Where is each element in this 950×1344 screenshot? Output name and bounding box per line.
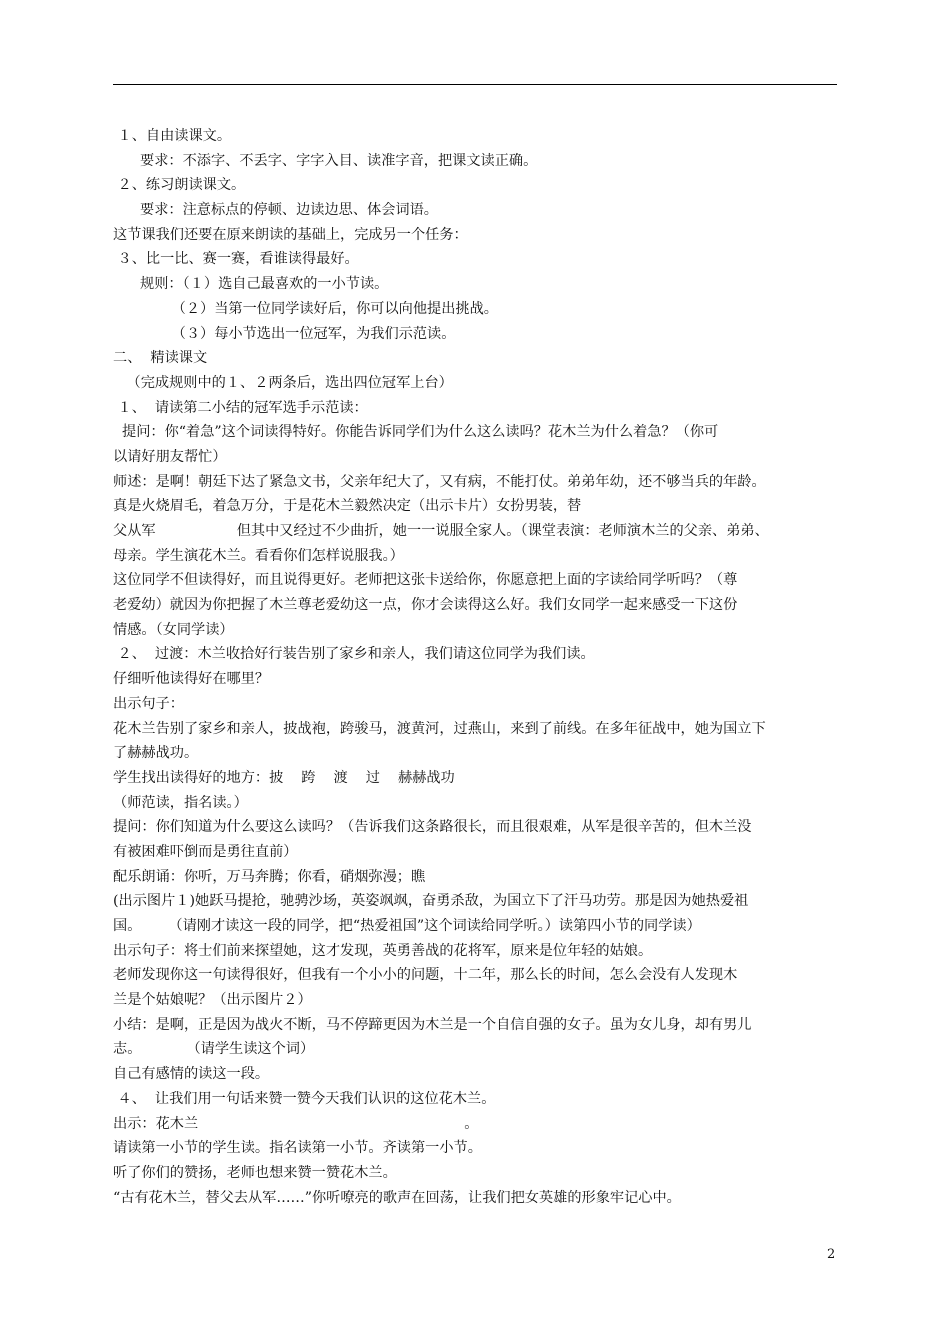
text-line: 出示句子：将士们前来探望她，这才发现，英勇善战的花将军，原来是位年轻的姑娘。 [113, 942, 653, 959]
text-line: ２、 过渡：木兰收拾好行装告别了家乡和亲人，我们请这位同学为我们读。 [113, 646, 595, 663]
text-line: 父从军 但其中又经过不少曲折，她一一说服全家人。（课堂表演：老师演木兰的父亲、弟弟、 [113, 523, 769, 539]
text-line: 出示：花木兰 。 [113, 1115, 479, 1132]
text-line: 花木兰告别了家乡和亲人，披战袍，跨骏马，渡黄河，过燕山，来到了前线。在多年征战中，她为国立下 [113, 720, 766, 737]
text-line: 出示句子： [113, 695, 184, 712]
text-line: ４、 让我们用一句话来赞一赞今天我们认识的这位花木兰。 [113, 1090, 496, 1107]
text-line: (出示图片１)她跃马提抢，驰骋沙场，英姿飒飒，奋勇杀敌，为国立下了汗马功劳。那是因为她热爱祖 [113, 893, 749, 910]
text-line: 志。 （请学生读这个词） [113, 1041, 315, 1058]
header-rule [113, 84, 837, 85]
text-line: 这位同学不但读得好，而且说得更好。老师把这张卡送给你，你愿意把上面的字读给同学听吗？（尊 [113, 572, 738, 589]
section-heading: 二、 精读课文 [113, 350, 208, 367]
text-line: （完成规则中的１、２两条后，选出四位冠军上台） [113, 374, 453, 391]
text-line: １、 请读第二小结的冠军选手示范读： [113, 399, 368, 416]
text-line: 配乐朗诵：你听，万马奔腾；你看，硝烟弥漫；瞧 [113, 868, 426, 885]
text-line: （２）当第一位同学读好后，你可以向他提出挑战。 [113, 300, 498, 317]
text-line: 老师发现你这一句读得很好，但我有一个小小的问题，十二年，那么长的时间，怎么会没有人发现木 [113, 967, 738, 984]
text-line: 老爱幼）就因为你把握了木兰尊老爱幼这一点，你才会读得这么好。我们女同学一起来感受一下这份 [113, 597, 738, 614]
text-line: ３、比一比、赛一赛，看谁读得最好。 [113, 251, 359, 268]
text-line: 要求：注意标点的停顿、边读边思、体会词语。 [113, 202, 438, 219]
text-line: （师范读，指名读。） [113, 794, 248, 811]
text-line: 自己有感情的读这一段。 [113, 1066, 270, 1083]
text-line: 提问：你“着急”这个词读得特好。你能告诉同学们为什么这么读吗？花木兰为什么着急？（你可 [113, 424, 719, 441]
text-line: 要求：不添字、不丢字、字字入目、读准字音，把课文读正确。 [113, 152, 538, 169]
text-line: 了赫赫战功。 [113, 745, 199, 762]
text-line: １、自由读课文。 [113, 128, 232, 144]
text-line: 学生找出读得好的地方：披 跨 渡 过 赫赫战功 [113, 769, 455, 786]
text-line: 师述：是啊！朝廷下达了紧急文书，父亲年纪大了，又有病，不能打仗。弟弟年幼，还不够当兵的年龄。 [113, 473, 766, 490]
text-line: 国。 （请刚才读这一段的同学，把“热爱祖国”这个词读给同学听。）读第四小节的同学读） [113, 918, 701, 934]
page-number: 2 [827, 1247, 836, 1262]
text-line: 以请好朋友帮忙） [113, 448, 227, 465]
text-line: 有被困难吓倒而是勇往直前） [113, 843, 298, 860]
text-line: 母亲。学生演花木兰。看看你们怎样说服我。） [113, 547, 404, 564]
text-line: ２、练习朗读课文。 [113, 177, 246, 194]
text-line: （３）每小节选出一位冠军，为我们示范读。 [113, 325, 456, 342]
text-line: 规则：（１）选自己最喜欢的一小节读。 [113, 276, 389, 293]
text-line: 小结：是啊，正是因为战火不断，马不停蹄更因为木兰是一个自信自强的女子。虽为女儿身，却有男儿 [113, 1016, 752, 1033]
text-line: 仔细听他读得好在哪里？ [113, 671, 270, 688]
text-line: 请读第一小节的学生读。指名读第一小节。齐读第一小节。 [113, 1140, 482, 1157]
text-line: 听了你们的赞扬，老师也想来赞一赞花木兰。 [113, 1164, 397, 1181]
text-line: 提问：你们知道为什么要这么读吗？（告诉我们这条路很长，而且很艰难，从军是很辛苦的，但木兰没 [113, 819, 752, 836]
text-line: 这节课我们还要在原来朗读的基础上，完成另一个任务： [113, 226, 468, 243]
text-line: 兰是个姑娘呢？（出示图片２） [113, 992, 312, 1009]
text-line: 真是火烧眉毛，着急万分，于是花木兰毅然决定（出示卡片）女扮男装，替 [113, 498, 582, 515]
text-line: “古有花木兰，替父去从军……”你听嘹亮的歌声在回荡，让我们把女英雄的形象牢记心中。 [113, 1189, 681, 1206]
text-line: 情感。（女同学读） [113, 621, 234, 638]
document-body [113, 124, 853, 1210]
